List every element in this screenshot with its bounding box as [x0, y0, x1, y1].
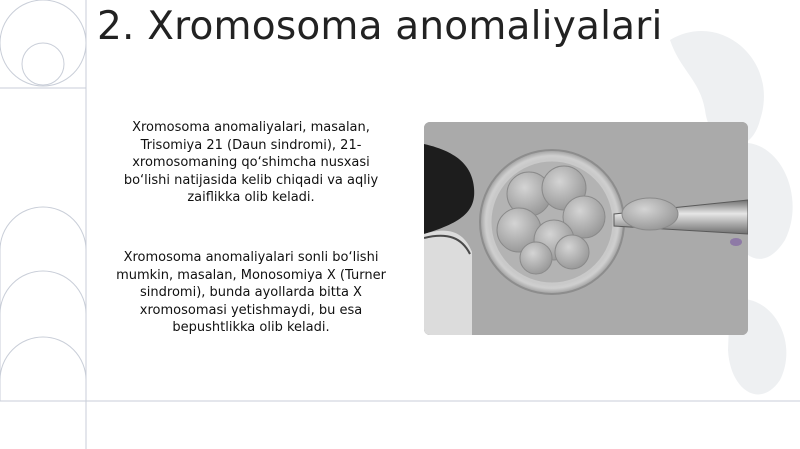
embryo-illustration [424, 122, 748, 335]
embryo-photo [424, 122, 748, 335]
paragraph-monosomy: Xromosoma anomaliyalari sonli bo‘lishi mumkin, masalan, Monosomiya X (Turner sindromi), bunda ayollarda bitta X xromosomasi yetishmaydi, bu esa bepushtlikka olib keladi. [116, 250, 386, 335]
paragraph-trisomy: Xromosoma anomaliyalari, masalan, Trisomiya 21 (Daun sindromi), 21-xromosomaning qo‘shimcha nusxasi bo‘lishi natijasida kelib chiqadi va aqliy zaiflikka olib keladi. [123, 120, 379, 205]
slide-title: 2. Xromosoma anomaliyalari [97, 4, 663, 49]
